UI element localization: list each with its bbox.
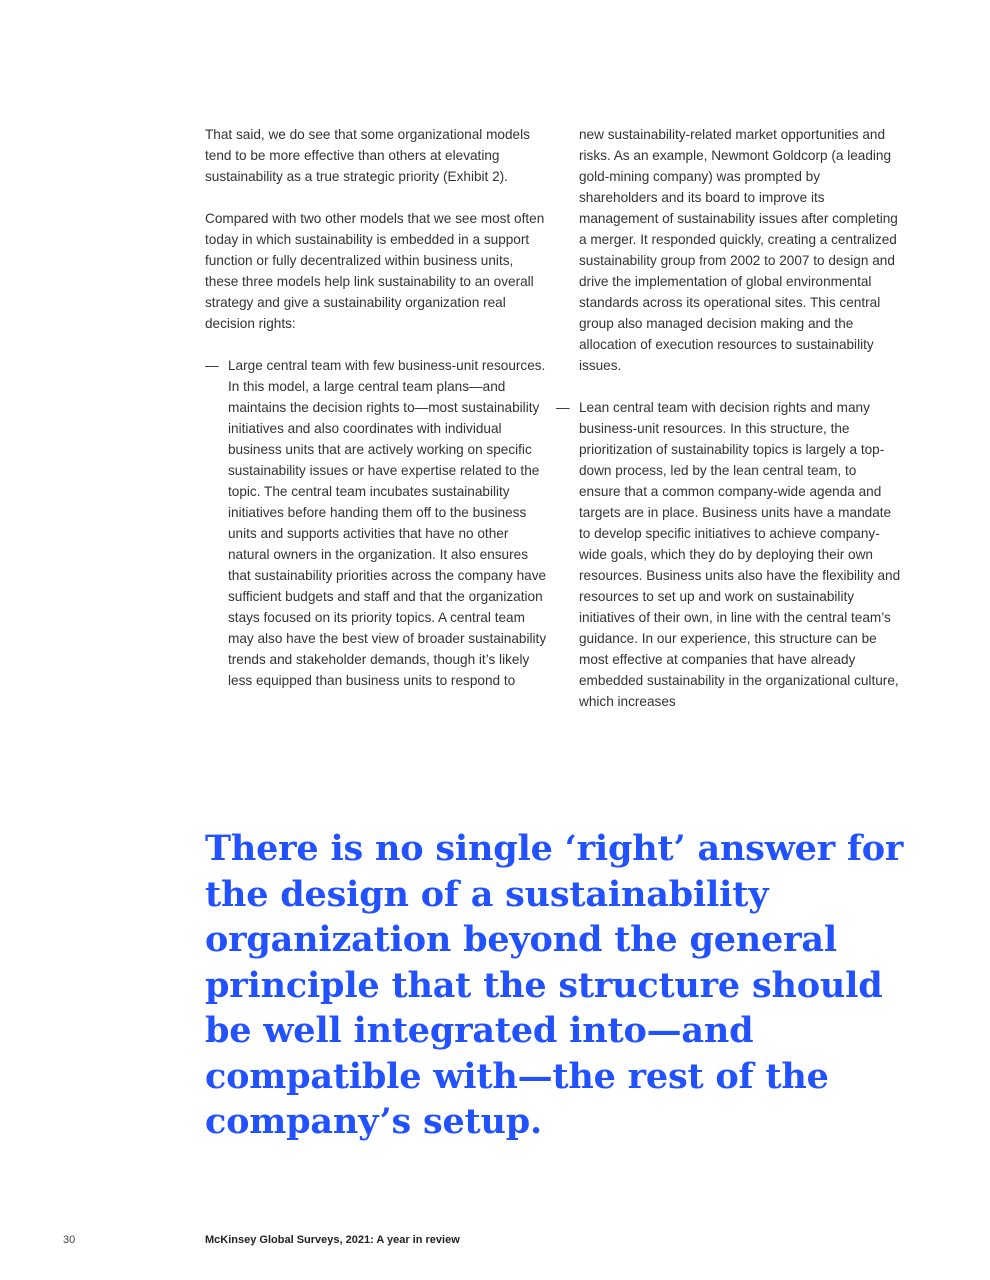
left-column [205,124,550,691]
intro-paragraph: That said, we do see that some organizational models tend to be more effective than others at elevating sustainability as a true strategic priority (Exhibit 2). [205,127,530,184]
bullet-text: Large central team with few business-unit resources. In this model, a large central team plans—and maintains the decision rights to—most sustainability initiatives and also coordinates with individual business units that are actively working on specific sustainability issues or have expertise related to the topic. The central team incubates sustainability initiatives before handing them off to the business units and supports activities that have no other natural owners in the organization. It also ensures that sustainability priorities across the company have sufficient budgets and staff and that the organization stays focused on its priority topics. A central team may also have the best view of broader sustainability trends and stakeholder demands, though it’s likely less equipped than business units to respond to [228,358,547,688]
paragraph-gap [556,376,901,397]
paragraph-gap [205,334,550,355]
bullet-dash: — [205,358,219,373]
bullet-large-central-team [205,355,550,691]
continuation-paragraph: new sustainability-related market opportunities and risks. As an example, Newmont Goldcorp (a leading gold-mining company) was prompted by shareholders and its board to improve its management of sustainability issues after completing a merger. It responded quickly, creating a centralized sustainability group from 2002 to 2007 to design and drive the implementation of global environmental standards across its operational sites. This central group also managed decision making and the allocation of execution resources to sustainability issues. [579,127,898,373]
bullet-text: Lean central team with decision rights and many business-unit resources. In this structure, the prioritization of sustainability topics is largely a top-down process, led by the lean central team, to ensure that a common company-wide agenda and targets are in place. Business units have a mandate to develop specific initiatives to achieve company-wide goals, which they do by deploying their own resources. Business units also have the flexibility and resources to set up and work on sustainability initiatives of their own, in line with the central team’s guidance. In our experience, this structure can be most effective at companies that have already embedded sustainability in the organizational culture, which increases [579,400,901,709]
paragraph-gap [205,187,550,208]
page-number: 30 [63,1234,76,1246]
right-column [556,124,901,712]
bullet-lean-central-team [556,397,901,712]
bullet-dash: — [556,400,570,415]
pull-quote: There is no single ‘right’ answer for the design of a sustainability organization beyond the general principle that the structure should be well integrated into—and compatible with—the rest of the company’s setup. [205,828,904,1142]
models-paragraph: Compared with two other models that we see most often today in which sustainability is embedded in a support function or fully decentralized within business units, these three models help link sustainability to an overall strategy and give a sustainability organization real decision rights: [205,211,545,331]
publication-title: McKinsey Global Surveys, 2021: A year in review [205,1234,460,1246]
